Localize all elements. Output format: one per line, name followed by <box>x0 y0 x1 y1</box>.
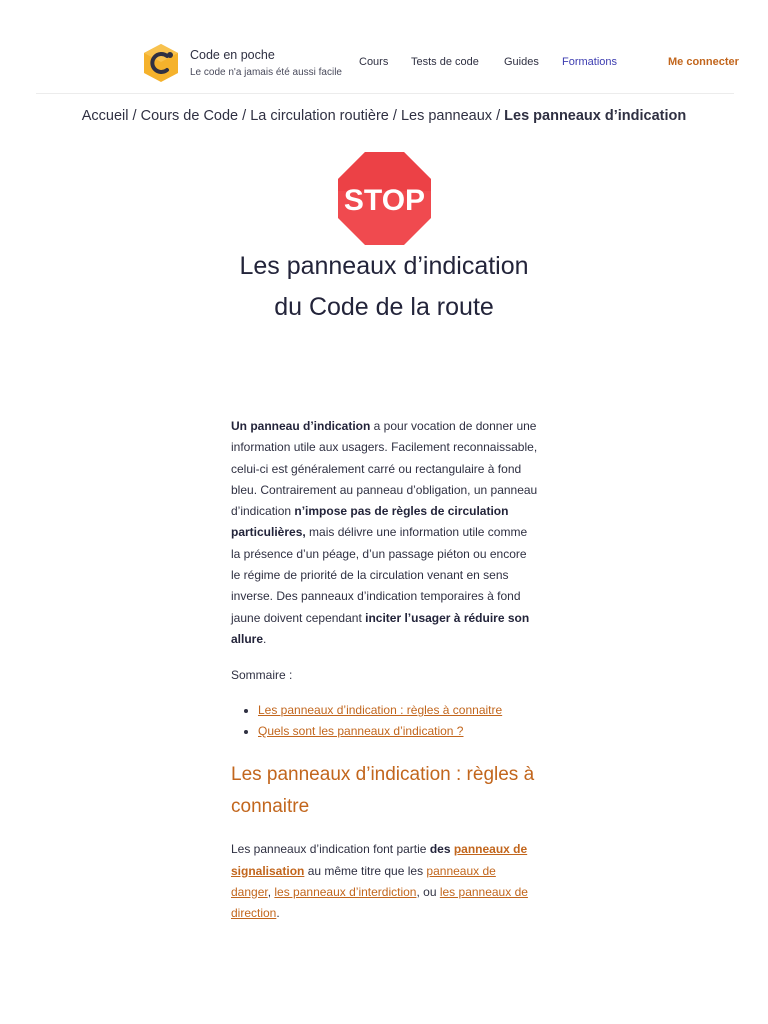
brand-tagline: Le code n'a jamais été aussi facile <box>190 67 342 78</box>
breadcrumb <box>0 108 768 124</box>
breadcrumb-cours-de-code[interactable]: Cours de Code <box>140 108 239 124</box>
login-link[interactable]: Me connecter <box>668 56 739 68</box>
site-header <box>0 0 768 94</box>
para-text-mid-3: , ou <box>416 884 440 899</box>
breadcrumb-circulation-routiere[interactable]: La circulation routière <box>250 108 389 124</box>
nav-formations[interactable]: Formations <box>562 56 618 68</box>
nav-guides[interactable]: Guides <box>504 56 539 68</box>
summary-label: Sommaire : <box>231 668 293 683</box>
para-text-mid-1: au même titre que les <box>304 863 427 878</box>
link-panneaux-signalisation[interactable]: panneaux de signalisation <box>231 842 528 878</box>
brand-name[interactable]: Code en poche <box>190 48 275 62</box>
table-of-contents <box>231 700 539 741</box>
section-heading: Les panneaux d’indication : règles à connaitre <box>231 764 535 818</box>
para-bold-text: des <box>429 842 454 857</box>
link-panneaux-interdiction[interactable]: les panneaux d’interdiction <box>274 884 417 899</box>
logo-icon[interactable] <box>140 42 182 84</box>
intro-bold-3: inciter l’usager à réduire son allure <box>231 610 530 646</box>
para-text-start: Les panneaux d’indication font partie <box>231 842 430 857</box>
intro-bold-2: n’impose pas de règles de circulation particulières, <box>231 504 509 540</box>
link-panneaux-direction[interactable]: les panneaux de direction <box>231 884 528 921</box>
nav-cours[interactable]: Cours <box>359 56 389 68</box>
intro-text-1: a pour vocation de donner une information utile aux usagers. Facilement reconnaissable, celui-ci est généralement carré ou rectangulaire à fond bleu. Contrairement au panneau d’obligation, un panneau d’indication <box>231 419 538 519</box>
breadcrumb-les-panneaux[interactable]: Les panneaux <box>400 108 493 124</box>
para-text-mid-2: , <box>267 884 275 899</box>
para-text-end: . <box>276 906 280 921</box>
intro-text-2: mais délivre une information utile comme la présence d’un péage, d’un passage piéton ou encore le régime de priorité de la circulation venant en sens inverse. Des panneaux d’indication temporaires à fond jaune doivent cependant <box>231 525 528 625</box>
link-panneaux-danger[interactable]: panneaux de danger <box>231 863 496 899</box>
breadcrumb-separator: / <box>496 108 505 124</box>
intro-bold-1: Un panneau d’indication <box>231 419 371 433</box>
article-content <box>231 416 539 924</box>
breadcrumb-separator: / <box>242 108 251 124</box>
intro-text-3: . <box>263 631 267 646</box>
breadcrumb-current: Les panneaux d’indication <box>504 108 687 124</box>
nav-tests-de-code[interactable]: Tests de code <box>411 56 479 68</box>
toc-item <box>258 700 539 721</box>
toc-item <box>258 721 539 742</box>
breadcrumb-separator: / <box>132 108 141 124</box>
section-paragraph <box>231 839 539 924</box>
breadcrumb-separator: / <box>392 108 401 124</box>
intro-paragraph <box>231 416 539 650</box>
header-divider <box>36 93 734 94</box>
page-title: Les panneaux d’indication du Code de la route <box>239 252 529 321</box>
toc-link-rules[interactable]: Les panneaux d’indication : règles à connaitre <box>258 703 503 718</box>
stop-sign-icon <box>337 151 432 246</box>
breadcrumb-accueil[interactable]: Accueil <box>81 108 129 124</box>
stop-sign-text: STOP <box>343 184 426 217</box>
toc-link-which-signs[interactable]: Quels sont les panneaux d’indication ? <box>258 723 464 738</box>
